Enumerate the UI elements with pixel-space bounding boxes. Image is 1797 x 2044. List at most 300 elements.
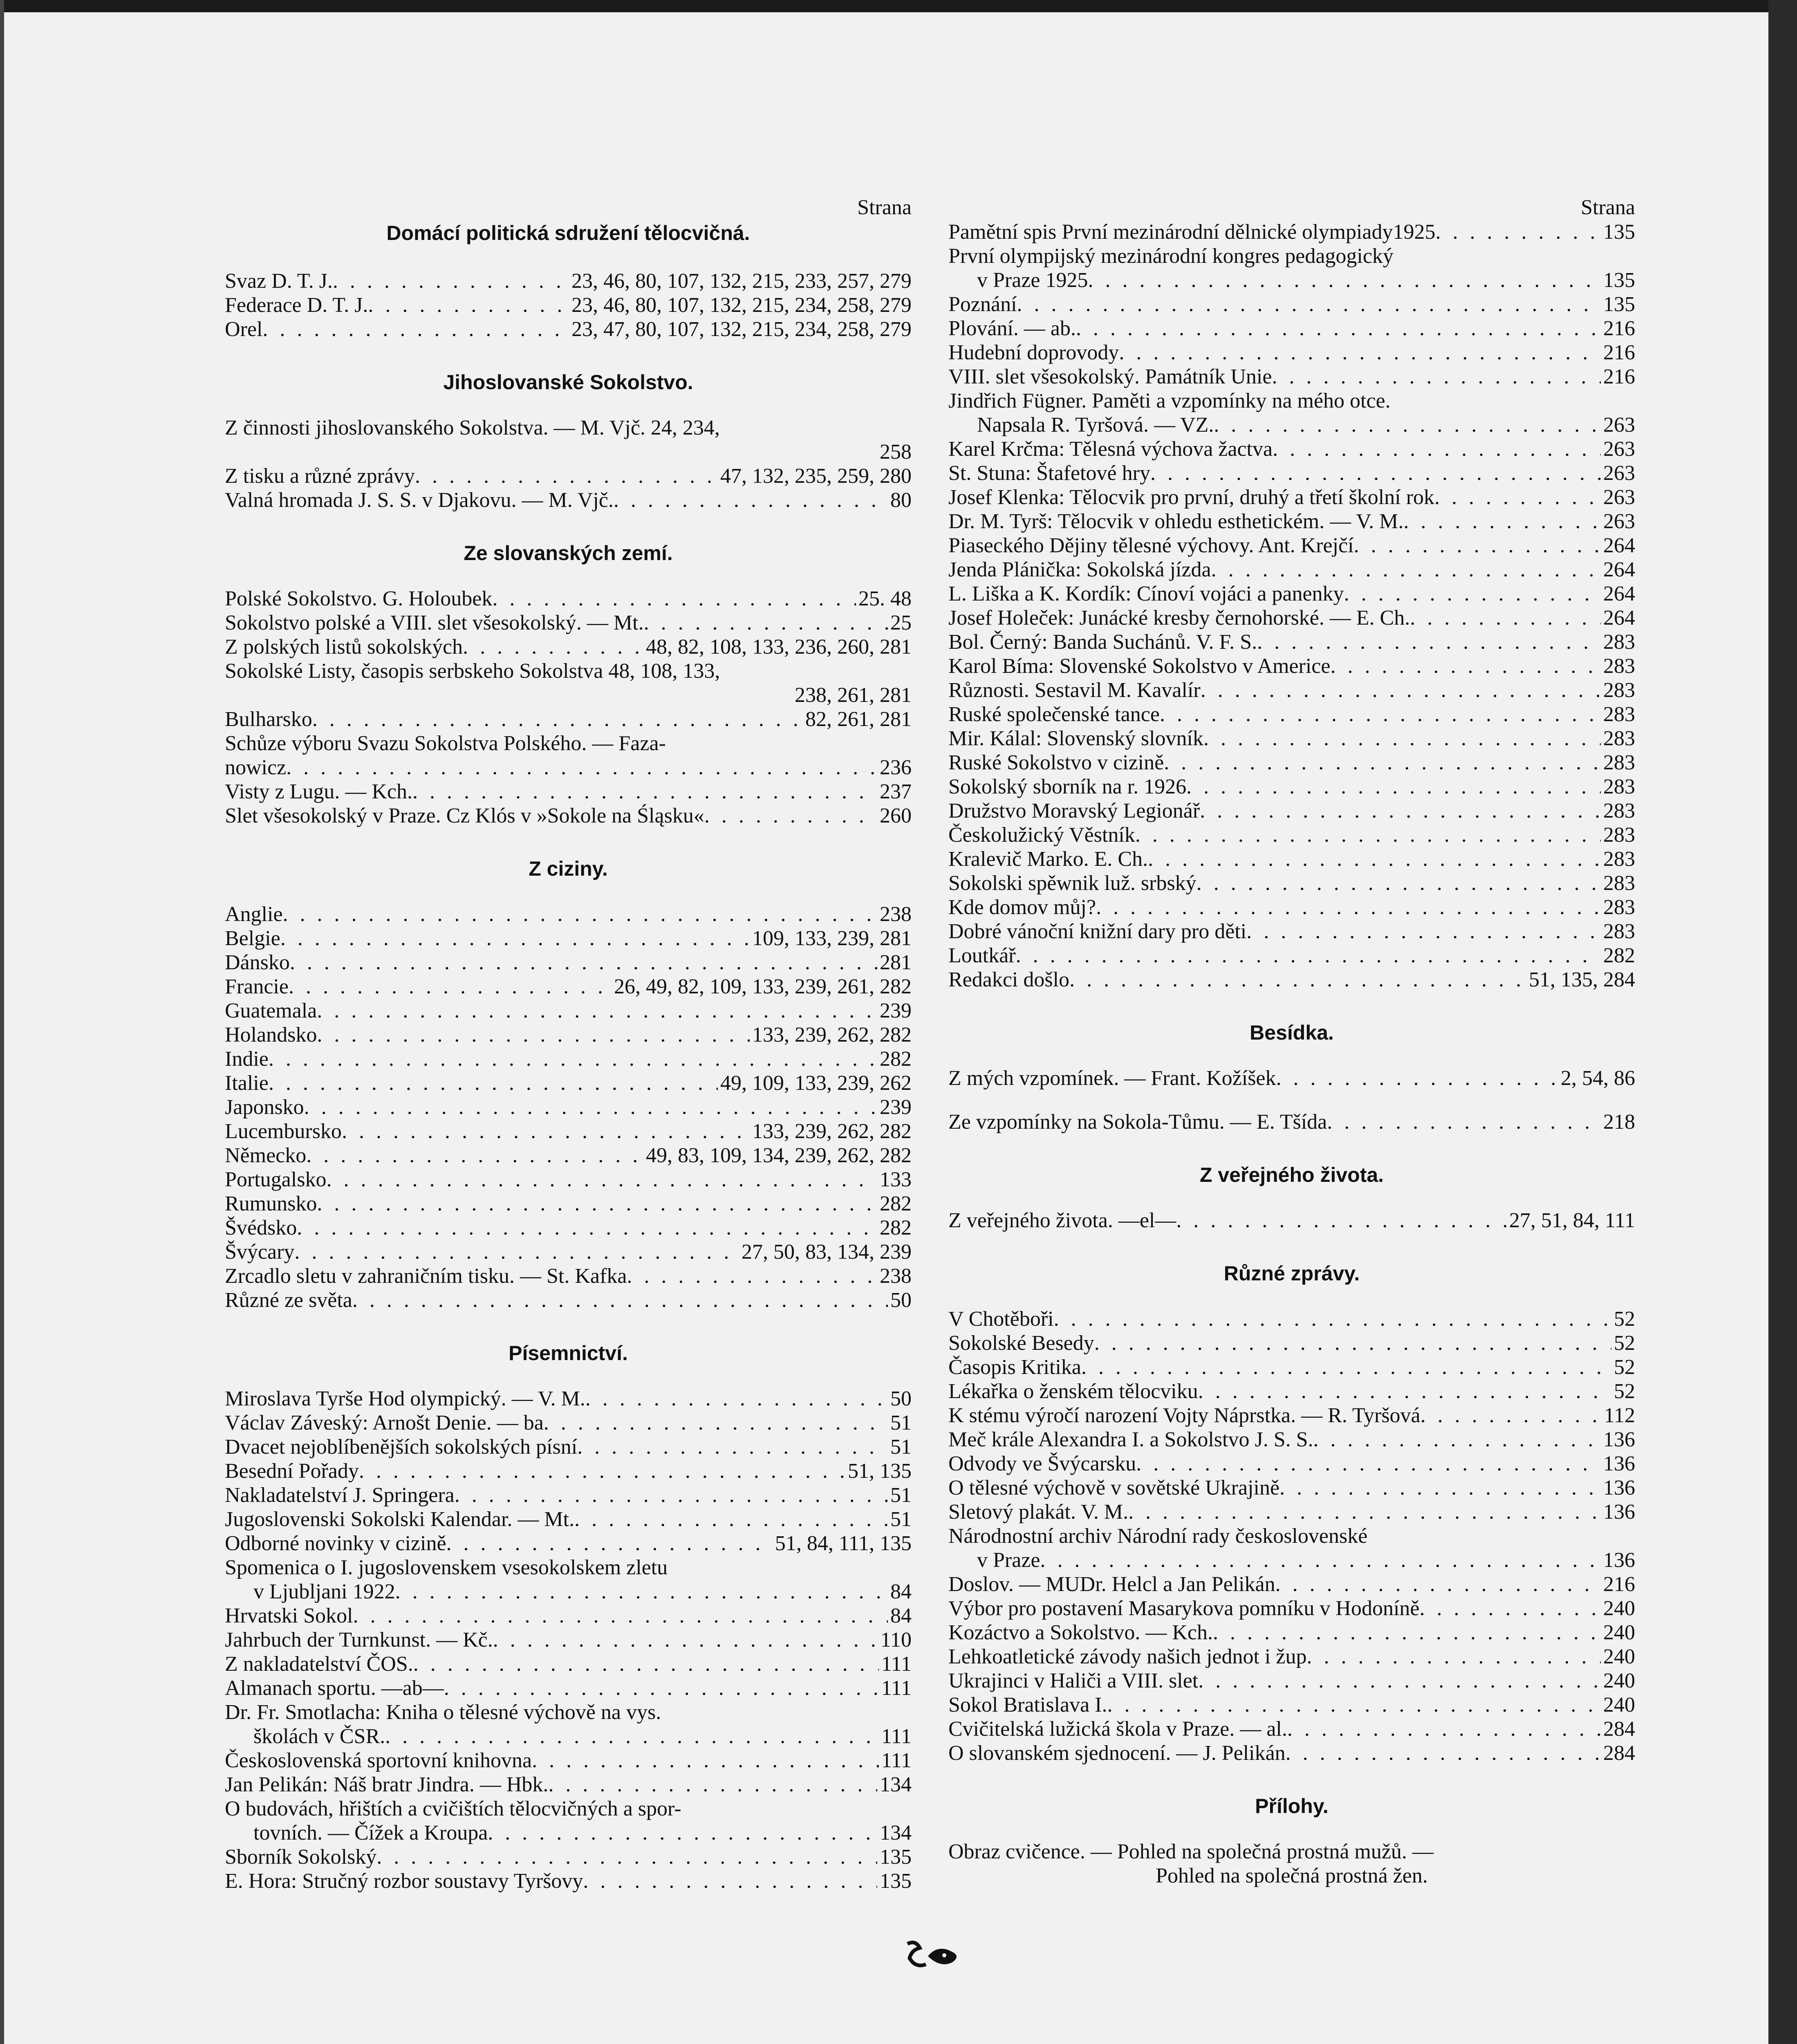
list-misc-2	[948, 437, 1635, 992]
list-item	[225, 1748, 912, 1773]
page-numbers: 50	[890, 1289, 912, 1312]
list-item	[948, 1403, 1635, 1428]
page-numbers: 110	[880, 1628, 912, 1652]
list-item	[948, 847, 1635, 871]
list-item	[225, 1071, 912, 1095]
list-misc-1	[948, 292, 1635, 389]
list-item	[948, 944, 1635, 968]
list-item	[225, 1143, 912, 1168]
list-item	[225, 587, 912, 611]
list-item	[948, 1500, 1635, 1524]
list-item	[948, 1645, 1635, 1669]
list-ruzne-zpravy-2	[948, 1572, 1635, 1765]
list-item	[948, 1620, 1635, 1645]
leader-dots	[317, 1192, 877, 1216]
leader-dots	[317, 1023, 750, 1047]
page-numbers: 263	[1603, 510, 1635, 533]
list-item	[225, 1869, 912, 1893]
leader-dots	[493, 1628, 878, 1652]
list-item: Z činnosti jihoslovanského Sokolstva. — M. Vjč. 24, 234,	[225, 416, 720, 439]
leader-dots	[1286, 1741, 1601, 1765]
list-item	[225, 1628, 912, 1652]
list-item	[225, 1435, 912, 1459]
list-pisemnictvi	[225, 1387, 912, 1555]
entry-title: Ze vzpomínky na Sokola-Tůmu. — E. Tšída	[948, 1110, 1327, 1134]
page-numbers: 133, 239, 262, 282	[752, 1023, 912, 1047]
page-numbers: 135	[1603, 293, 1635, 316]
entry-title: Besední Pořady	[225, 1459, 359, 1483]
leader-dots	[1017, 292, 1601, 316]
leader-dots	[1128, 1500, 1601, 1524]
list-item	[948, 316, 1635, 341]
page-numbers: 51, 135	[848, 1459, 912, 1483]
leader-dots	[1076, 316, 1601, 341]
entry-title: Německo	[225, 1144, 307, 1167]
leader-dots	[1136, 1452, 1601, 1476]
leader-dots	[352, 1288, 888, 1312]
entry-title: Z veřejného života. —el—	[948, 1209, 1176, 1232]
leader-dots	[1213, 1620, 1601, 1645]
list-item: Jindřich Fügner. Paměti a vzpomínky na mého otce.	[948, 389, 1391, 412]
leader-dots	[1096, 895, 1601, 919]
list-item	[948, 1693, 1635, 1717]
entry-title: Orel	[225, 318, 263, 341]
leader-dots	[290, 950, 877, 975]
entry-title: Časopis Kritika	[948, 1356, 1081, 1379]
list-slovanske-zeme-3	[225, 780, 912, 804]
leader-dots	[1306, 1645, 1601, 1669]
leader-dots	[1197, 871, 1601, 895]
entry-title: O tělesné výchově v sovětské Ukrajině	[948, 1476, 1280, 1499]
page-numbers: 216	[1603, 317, 1635, 340]
entry-title: Z tisku a různé zprávy	[225, 464, 415, 488]
entry-title: Sletový plakát. V. M.	[948, 1500, 1129, 1524]
page-numbers: 51, 135, 284	[1529, 968, 1635, 991]
section-title-domaci: Domácí politická sdružení tělocvičná.	[386, 222, 750, 244]
entry-title: Federace D. T. J.	[225, 294, 368, 317]
leader-dots	[269, 1071, 718, 1095]
page-numbers: 136	[1603, 1476, 1635, 1499]
entry-title: VIII. slet všesokolský. Památník Unie	[948, 365, 1272, 388]
list-item	[948, 1355, 1635, 1379]
list-item	[225, 635, 912, 659]
page-numbers: 109, 133, 239, 281	[752, 927, 912, 950]
entry-title: Almanach sportu. —ab—	[225, 1676, 444, 1700]
list-item	[225, 950, 912, 975]
entry-title: Kozáctvo a Sokolstvo. — Kch.	[948, 1621, 1213, 1644]
entry-title: Japonsko	[225, 1096, 304, 1119]
list-item	[225, 1604, 912, 1628]
page-numbers: 283	[1603, 727, 1635, 750]
list-item	[948, 1572, 1635, 1596]
entry-title: Sokolský sborník na r. 1926	[948, 775, 1187, 798]
list-item	[948, 341, 1635, 365]
list-item-continued: školách v ČSR. . . . 111	[225, 1724, 912, 1748]
entry-title: Miroslava Tyrše Hod olympický. — V. M.	[225, 1387, 585, 1410]
leader-dots	[1069, 968, 1526, 992]
end-ornament-icon	[903, 1940, 965, 1972]
page-numbers: 50	[890, 1387, 912, 1410]
page-numbers: 283	[1603, 630, 1635, 654]
leader-dots	[1107, 1693, 1601, 1717]
page-numbers: 82, 261, 281	[805, 708, 912, 731]
leader-dots	[1421, 1403, 1602, 1428]
list-item: O budovách, hřištích a cvičištích tělocvičných a spor-	[225, 1797, 681, 1820]
entry-title: Českolužický Věstník	[948, 823, 1135, 847]
list-pisemnictvi-4	[225, 1845, 912, 1893]
page-numbers: 47, 132, 235, 259, 280	[720, 464, 912, 488]
page-numbers: 263	[1603, 462, 1635, 485]
list-item	[225, 926, 912, 950]
entry-title: Hrvatski Sokol	[225, 1604, 353, 1627]
leader-dots	[492, 587, 856, 611]
entry-title: Doslov. — MUDr. Helcl a Jan Pelikán	[948, 1573, 1275, 1596]
leader-dots	[1176, 1208, 1507, 1233]
page-numbers: 239	[880, 999, 912, 1022]
list-item-continued: 258	[880, 440, 912, 464]
list-item	[225, 611, 912, 635]
leader-dots	[1330, 654, 1601, 678]
list-item	[948, 509, 1635, 533]
entry-title: Bulharsko	[225, 708, 312, 731]
list-item	[948, 558, 1635, 582]
leader-dots	[1150, 461, 1601, 485]
page-numbers: 135	[880, 1869, 912, 1893]
entry-title: Odborné novinky v cizině	[225, 1532, 446, 1555]
entry-title: Piaseckého Dějiny tělesné výchovy. Ant. Krejčí	[948, 534, 1354, 557]
leader-dots	[585, 1387, 888, 1411]
prilohy-line-1: Obraz cvičence. — Pohled na společná prostná mužů. —	[948, 1840, 1434, 1863]
page-numbers: 51	[890, 1435, 912, 1459]
leader-dots	[415, 464, 718, 488]
list-item	[948, 461, 1635, 485]
page-numbers: 111	[881, 1749, 912, 1772]
section-title-pisemnictvi: Písemnictví.	[509, 1342, 628, 1365]
page-numbers: 216	[1603, 341, 1635, 364]
list-item	[225, 780, 912, 804]
page-numbers: 48, 82, 108, 133, 236, 260, 281	[646, 635, 912, 659]
leader-dots	[326, 1168, 877, 1192]
leader-dots	[304, 1095, 877, 1119]
list-item	[225, 999, 912, 1023]
page-numbers: 135	[880, 1845, 912, 1869]
list-item	[225, 464, 912, 488]
leader-dots	[1419, 1596, 1601, 1620]
section-title-slovanske-zeme: Ze slovanských zemí.	[464, 542, 673, 565]
list-item	[948, 1717, 1635, 1741]
leader-dots	[269, 1047, 877, 1071]
entry-title: Kralevič Marko. E. Ch.	[948, 847, 1148, 871]
leader-dots	[446, 1531, 773, 1555]
list-item	[948, 678, 1635, 702]
entry-title: Sokolské Besedy	[948, 1331, 1094, 1355]
list-item	[948, 1428, 1635, 1452]
leader-dots	[1094, 1331, 1611, 1355]
leader-dots	[359, 1459, 845, 1483]
section-title-jihoslovanske: Jihoslovanské Sokolstvo.	[443, 371, 693, 394]
entry-title: Jahrbuch der Turnkunst. — Kč.	[225, 1628, 493, 1652]
entry-title: Výbor pro postavení Masarykova pomníku v Hodoníně	[948, 1597, 1420, 1620]
entry-title: Bol. Černý: Banda Suchánů. V. F. S.	[948, 630, 1257, 654]
list-item	[225, 902, 912, 926]
list-item: Spomenica o I. jugoslovenskem vsesokolskem zletu	[225, 1556, 668, 1579]
leader-dots	[413, 1652, 879, 1676]
list-item	[948, 1066, 1635, 1090]
list-item	[225, 1411, 912, 1435]
leader-dots	[1119, 341, 1601, 365]
leader-dots	[376, 1845, 877, 1869]
page-numbers: 49, 83, 109, 134, 239, 262, 282	[646, 1144, 912, 1167]
entry-title: Sokol Bratislava I.	[948, 1693, 1107, 1717]
page-numbers: 284	[1603, 1741, 1635, 1765]
page-numbers: 2, 54, 86	[1561, 1067, 1635, 1090]
leader-dots	[1275, 1572, 1601, 1596]
leader-dots	[283, 902, 877, 926]
entry-title: Z nakladatelství ČOS.	[225, 1652, 413, 1676]
leader-dots	[1276, 1066, 1558, 1090]
leader-dots	[1160, 702, 1601, 726]
leader-dots	[353, 1604, 888, 1628]
entry-title: Plování. — ab.	[948, 317, 1076, 340]
entry-title: Dánsko	[225, 951, 290, 974]
page-numbers: 283	[1603, 751, 1635, 774]
list-item	[225, 488, 912, 512]
leader-dots	[317, 999, 877, 1023]
list-item	[225, 1240, 912, 1264]
page-numbers: 80	[890, 489, 912, 512]
left-column	[225, 196, 912, 1893]
page-numbers: 284	[1603, 1717, 1635, 1741]
page-numbers: 239	[880, 1096, 912, 1119]
entry-title: Jan Pelikán: Náš bratr Jindra. — Hbk.	[225, 1773, 549, 1796]
entry-title: Visty z Lugu. — Kch.	[225, 780, 413, 803]
list-item	[225, 1047, 912, 1071]
entry-title: Josef Klenka: Tělocvik pro první, druhý a třetí školní rok	[948, 486, 1435, 509]
list-slovanske-zeme	[225, 587, 912, 659]
entry-title: K stému výročí narození Vojty Náprstka. — R. Tyršová	[948, 1404, 1421, 1427]
list-item: Dr. Fr. Smotlacha: Kniha o tělesné výchově na vys.	[225, 1701, 661, 1724]
entry-title: Lucembursko	[225, 1120, 342, 1143]
entry-title: Holandsko	[225, 1023, 317, 1047]
list-item	[948, 365, 1635, 389]
list-item	[948, 751, 1635, 775]
page-numbers: 283	[1603, 872, 1635, 895]
entry-title: Loutkář	[948, 944, 1016, 967]
page-numbers: 283	[1603, 896, 1635, 919]
page-numbers: 218	[1603, 1110, 1635, 1134]
list-item	[225, 1676, 912, 1700]
list-item	[225, 1483, 912, 1507]
list-item	[948, 1452, 1635, 1476]
page-numbers: 52	[1614, 1331, 1635, 1355]
page-numbers: 27, 51, 84, 111	[1509, 1209, 1635, 1232]
entry-title: Různosti. Sestavil M. Kavalír	[948, 679, 1201, 702]
list-item	[225, 975, 912, 999]
entry-title: Švédsko	[225, 1216, 297, 1239]
page-numbers: 238	[880, 1264, 912, 1288]
page-numbers: 283	[1603, 799, 1635, 823]
leader-dots	[1198, 1379, 1611, 1403]
page-numbers: 282	[880, 1192, 912, 1215]
page-numbers: 240	[1603, 1645, 1635, 1668]
list-item-continued: Napsala R. Tyršová. — VZ. . . . 263	[948, 413, 1635, 437]
page-numbers: 238	[880, 903, 912, 926]
page-numbers: 237	[880, 780, 912, 803]
page-numbers: 283	[1603, 823, 1635, 847]
list-item	[948, 968, 1635, 992]
list-item: Slet všesokolský v Praze. Cz Klós v »Sokole na Śląsku« . . . 260	[225, 804, 912, 828]
entry-title: Polské Sokolstvo. G. Holoubek	[225, 587, 493, 610]
leader-dots	[1257, 630, 1601, 654]
leader-dots	[294, 1240, 739, 1264]
page-numbers: 264	[1603, 534, 1635, 557]
leader-dots	[1203, 726, 1601, 751]
entry-title: Italie	[225, 1071, 269, 1095]
entry-title: St. Stuna: Štafetové hry	[948, 462, 1150, 485]
leader-dots	[1354, 533, 1601, 558]
scan-border-top	[0, 0, 1797, 12]
page-numbers: 283	[1603, 654, 1635, 678]
list-jihoslovanske	[225, 464, 912, 512]
entry-title: Jugoslovenski Sokolski Kalendar. — Mt.	[225, 1508, 575, 1531]
entry-title: Cvičitelská lužická škola v Praze. — al.	[948, 1717, 1287, 1741]
entry-title: Meč krále Alexandra I. a Sokolstvo J. S. S.	[948, 1428, 1313, 1451]
page-numbers: 264	[1603, 606, 1635, 630]
list-item	[948, 292, 1635, 316]
list-item	[948, 799, 1635, 823]
list-item	[948, 726, 1635, 751]
prilohy-line-2: Pohled na společná prostná žen.	[1156, 1864, 1428, 1887]
list-item	[948, 702, 1635, 726]
leader-dots	[1273, 437, 1601, 461]
list-item	[225, 1216, 912, 1240]
list-item	[225, 1845, 912, 1869]
list-item	[948, 606, 1635, 630]
leader-dots	[614, 488, 888, 512]
entry-title: V Chotěboři	[948, 1307, 1054, 1331]
leader-dots	[1186, 775, 1601, 799]
entry-title: Ruské Sokolstvo v cizině	[948, 751, 1164, 774]
page-numbers: 240	[1603, 1669, 1635, 1692]
list-item	[948, 437, 1635, 461]
page-numbers: 133	[880, 1168, 912, 1191]
list-slovanske-zeme-2	[225, 707, 912, 731]
entry-title: Zrcadlo sletu v zahraničním tisku. — St. Kafka	[225, 1264, 627, 1288]
list-domaci	[225, 269, 912, 341]
page-numbers: 23, 47, 80, 107, 132, 215, 234, 258, 279	[571, 318, 912, 341]
entry-title: Švýcary	[225, 1240, 295, 1264]
scan-border-right	[1768, 0, 1797, 2044]
list-item	[225, 1023, 912, 1047]
entry-title: Nakladatelství J. Springera	[225, 1484, 455, 1507]
leader-dots	[455, 1483, 888, 1507]
page-numbers: 263	[1603, 486, 1635, 509]
leader-dots	[1016, 944, 1601, 968]
leader-dots	[1403, 509, 1601, 533]
list-item	[225, 1507, 912, 1531]
list-item	[225, 293, 912, 317]
list-item-continued: nowicz . . . 236	[225, 755, 912, 780]
list-item	[225, 1773, 912, 1797]
page-numbers: 51	[890, 1411, 912, 1434]
leader-dots	[1054, 1307, 1611, 1331]
list-item	[948, 533, 1635, 558]
list-item	[948, 1669, 1635, 1693]
list-item	[225, 269, 912, 293]
list-item	[948, 1331, 1635, 1355]
leader-dots	[1081, 1355, 1611, 1379]
list-item	[948, 485, 1635, 509]
page-numbers: 282	[880, 1047, 912, 1071]
list-item	[225, 1459, 912, 1483]
entry-title: Z polských listů sokolských	[225, 635, 463, 659]
page-numbers: 283	[1603, 920, 1635, 943]
leader-dots	[1211, 558, 1601, 582]
leader-dots	[1246, 919, 1601, 944]
leader-dots	[583, 1869, 877, 1893]
page-numbers: 51, 84, 111, 135	[775, 1532, 912, 1555]
page-numbers: 240	[1603, 1621, 1635, 1644]
leader-dots	[644, 611, 888, 635]
leader-dots	[297, 1216, 877, 1240]
list-item	[948, 1476, 1635, 1500]
entry-title: Ruské společenské tance	[948, 703, 1160, 726]
leader-dots	[1200, 799, 1601, 823]
entry-title: Československá sportovní knihovna	[225, 1749, 532, 1772]
leader-dots	[1272, 365, 1601, 389]
leader-dots	[1434, 485, 1601, 509]
page-numbers: 282	[880, 1216, 912, 1239]
leader-dots	[544, 1411, 888, 1435]
page-numbers: 52	[1614, 1307, 1635, 1331]
list-item	[948, 1110, 1635, 1134]
entry-title: Karel Krčma: Tělesná výchova žactva	[948, 437, 1273, 461]
page-numbers: 283	[1603, 847, 1635, 871]
page-numbers: 283	[1603, 775, 1635, 798]
page-numbers: 283	[1603, 679, 1635, 702]
list-item	[225, 707, 912, 731]
entry-title: Různé ze světa	[225, 1289, 352, 1312]
entry-title: Josef Holeček: Junácké kresby černohorské. — E. Ch.	[948, 606, 1410, 630]
entry-title: Indie	[225, 1047, 269, 1071]
page-numbers: 264	[1603, 558, 1635, 581]
leader-dots	[548, 1773, 877, 1797]
right-column	[948, 196, 1635, 1888]
page-numbers: 84	[890, 1604, 912, 1627]
entry-title: Anglie	[225, 903, 283, 926]
page-numbers: 25	[890, 611, 912, 634]
list-item	[948, 1208, 1635, 1233]
leader-dots	[1279, 1476, 1601, 1500]
page-numbers: 49, 109, 133, 239, 262	[720, 1071, 912, 1095]
list-item	[948, 630, 1635, 654]
list-item	[948, 871, 1635, 895]
list-item: Národnostní archiv Národní rady československé	[948, 1524, 1368, 1548]
leader-dots	[289, 975, 612, 999]
page-numbers: 136	[1603, 1500, 1635, 1524]
leader-dots	[333, 269, 569, 293]
leader-dots	[1287, 1717, 1601, 1741]
page-numbers: 23, 46, 80, 107, 132, 215, 234, 258, 279	[571, 294, 912, 317]
leader-dots	[1201, 678, 1601, 702]
list-item: První olympijský mezinárodní kongres pedagogický	[948, 244, 1394, 268]
entry-title: Dvacet nejoblíbenějších sokolských písní	[225, 1435, 578, 1459]
leader-dots	[1164, 751, 1601, 775]
page-numbers: 111	[881, 1676, 912, 1700]
section-title-ruzne-zpravy: Různé zprávy.	[1223, 1262, 1360, 1285]
list-pisemnictvi-3	[225, 1748, 912, 1797]
page-numbers: 216	[1603, 1573, 1635, 1596]
